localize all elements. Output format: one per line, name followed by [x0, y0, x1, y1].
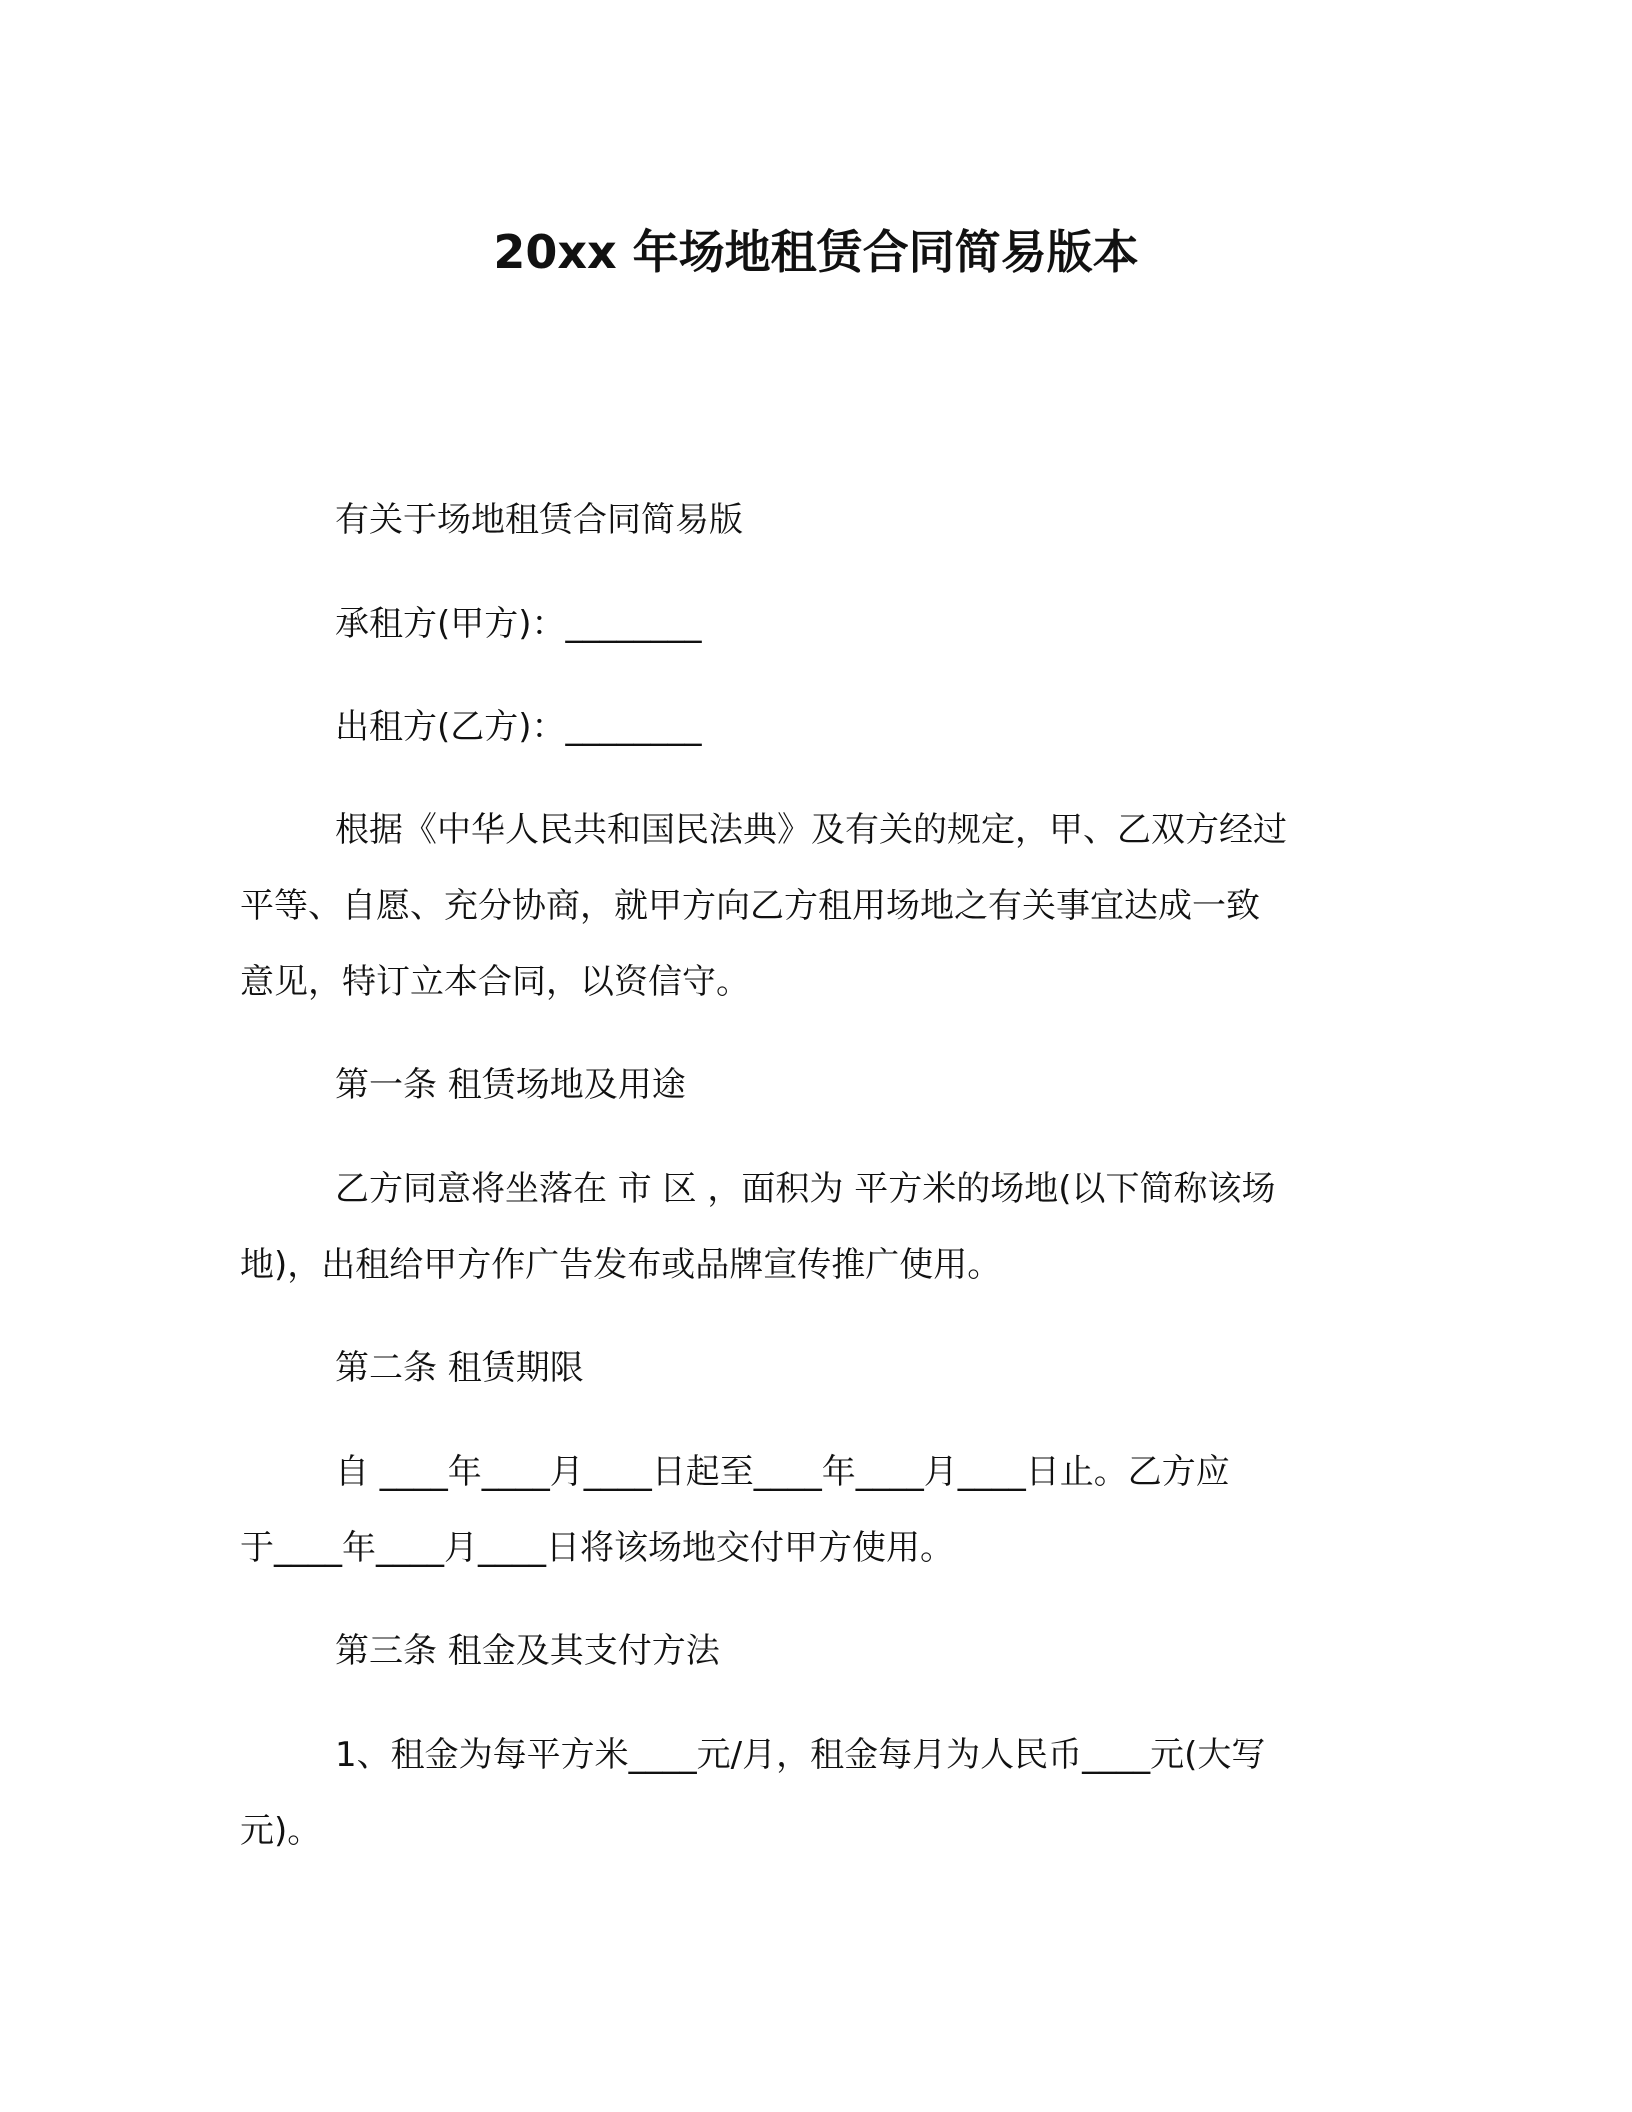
paragraph-line: 元)。 — [240, 1811, 322, 1851]
paragraph-line: 意见，特订立本合同，以资信守。 — [240, 962, 750, 1002]
paragraph-line: 乙方同意将坐落在 市 区 ，面积为 平方米的场地(以下简称该场 — [335, 1169, 1276, 1209]
paragraph-line: 地)，出租给甲方作广告发布或品牌宣传推广使用。 — [240, 1245, 1002, 1285]
article-heading: 第一条 租赁场地及用途 — [335, 1065, 686, 1105]
paragraph-line: 根据《中华人民共和国民法典》及有关的规定，甲、乙双方经过 — [335, 810, 1287, 850]
article-heading: 第三条 租金及其支付方法 — [335, 1631, 720, 1671]
article-heading: 第二条 租赁期限 — [335, 1348, 584, 1388]
paragraph-line: 自 ____年____月____日起至____年____月____日止。乙方应 — [335, 1452, 1230, 1492]
paragraph-line: 于____年____月____日将该场地交付甲方使用。 — [240, 1528, 954, 1568]
subtitle-line: 有关于场地租赁合同简易版 — [335, 500, 743, 540]
document-title: 20xx 年场地租赁合同简易版本 — [493, 225, 1139, 279]
paragraph-line: 平等、自愿、充分协商，就甲方向乙方租用场地之有关事宜达成一致 — [240, 886, 1260, 926]
paragraph-line: 1、租金为每平方米____元/月，租金每月为人民币____元(大写 — [335, 1735, 1266, 1775]
lessor-line: 出租方(乙方)：________ — [335, 707, 702, 747]
lessee-line: 承租方(甲方)：________ — [335, 604, 702, 644]
